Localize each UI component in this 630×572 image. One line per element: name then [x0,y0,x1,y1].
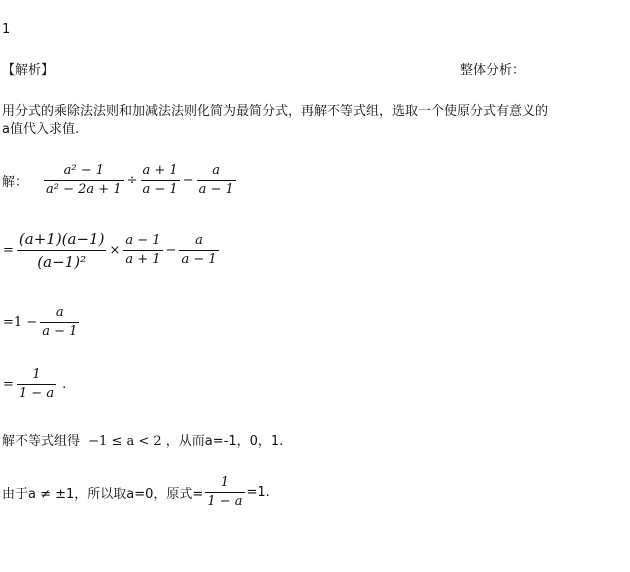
fraction [141,162,180,199]
solution-step-1 [2,162,238,199]
denominator: a − 1 [198,182,234,197]
final-line [2,474,270,511]
solution-step-2 [2,228,221,273]
inequality-text-b: ，从而a=-1，0，1. [165,434,284,449]
solution-label: 解： [2,175,29,190]
fraction [123,232,162,269]
overall-analysis-label: 整体分析： [460,63,526,78]
intro-text-line-1: 用分式的乘除法法则和加减法法则化简为最简分式，再解不等式组，选取一个使原分式有意义的 [2,104,549,119]
fraction [179,232,218,269]
numerator: a [40,304,79,323]
page-number: 1 [2,22,11,37]
fraction [17,228,107,273]
denominator: a + 1 [125,252,161,267]
inequality-expression: −1 ≤ a < 2 [88,434,162,449]
numerator: a + 1 [141,162,180,181]
times-operator: × [109,243,121,258]
final-text-a: 由于a ≠ ±1，所以取a=0，原式= [2,487,204,502]
numerator: a − 1 [123,232,162,251]
numerator: 1 [205,474,244,493]
numerator: a² − 1 [44,162,124,181]
fraction [205,474,244,511]
fraction [40,304,79,341]
equals-sign: = [3,243,14,258]
period: . [62,377,67,392]
intro-text-line-2: a值代入求值. [2,122,80,137]
denominator: a² − 2a + 1 [46,182,122,197]
denominator: a − 1 [181,252,217,267]
final-text-b: =1. [246,485,270,500]
equals-sign: = [3,377,14,392]
numerator: 1 [17,366,56,385]
denominator: (a−1)² [37,253,87,271]
fraction [17,366,56,403]
minus-operator: − [165,243,177,258]
inequality-line [2,430,283,449]
one-minus-prefix: =1 − [3,315,38,330]
solution-step-4 [2,366,67,403]
denominator: a − 1 [42,324,78,339]
denominator: a − 1 [142,182,178,197]
solution-step-3 [2,304,81,341]
denominator: 1 − a [18,386,55,401]
minus-operator: − [182,173,194,188]
fraction [197,162,236,199]
numerator: (a+1)(a−1) [17,228,107,251]
divide-operator: ÷ [126,173,138,188]
fraction [44,162,124,199]
numerator: a [197,162,236,181]
numerator: a [179,232,218,251]
inequality-text-a: 解不等式组得 [2,434,81,449]
denominator: 1 − a [207,494,243,509]
analysis-heading: 【解析】 [2,63,55,78]
